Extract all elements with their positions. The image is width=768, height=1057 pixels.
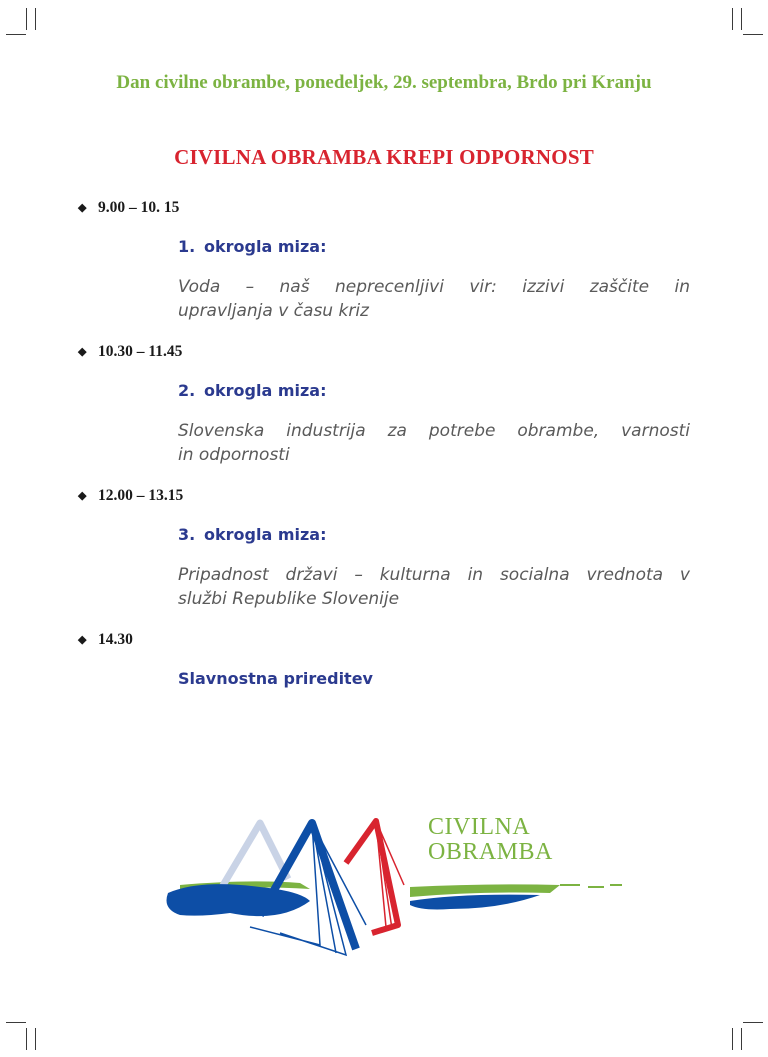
logo-brush-strokes [560, 885, 622, 887]
logo-line-1: CIVILNA [428, 814, 531, 840]
crop-mark-bottom-right-v2 [741, 1028, 742, 1050]
topic-line: službi Republike Slovenije [178, 589, 400, 609]
ceremony-heading: Slavnostna prireditev [178, 669, 373, 688]
time-label: 14.30 [98, 631, 133, 648]
panel-number: 2. [178, 381, 196, 400]
panel-heading-2 [178, 381, 326, 400]
panel-heading-3 [178, 525, 326, 544]
crop-mark-top-left-h [6, 34, 26, 35]
crop-mark-bottom-right-v [732, 1028, 733, 1050]
panel-number: 1. [178, 237, 196, 256]
crop-mark-top-left-v [26, 8, 27, 30]
time-slot-3 [78, 487, 183, 505]
crop-mark-top-right-v2 [741, 8, 742, 30]
page-title: CIVILNA OBRAMBA KREPI ODPORNOST [174, 145, 594, 169]
time-label: 12.00 – 13.15 [98, 487, 184, 504]
panel-number: 3. [178, 525, 196, 544]
diamond-bullet-icon: ◆ [78, 490, 87, 502]
logo-blue-peak [260, 823, 356, 949]
topic-line: upravljanja v času kriz [178, 301, 369, 321]
time-slot-2 [78, 343, 182, 361]
panel-topic-3 [178, 563, 690, 611]
crop-mark-top-left-v2 [35, 8, 36, 30]
topic-line: Voda – naš neprecenljivi vir: izzivi zaščite in [178, 277, 690, 297]
crop-mark-bottom-left-h [6, 1022, 26, 1023]
time-label: 10.30 – 11.45 [98, 343, 183, 360]
logo-blue-water [167, 884, 311, 916]
panel-topic-2 [178, 419, 690, 467]
logo-wordmark [428, 815, 553, 865]
event-header: Dan civilne obrambe, ponedeljek, 29. septembra, Brdo pri Kranju [116, 72, 652, 93]
panel-heading-text: okrogla miza: [204, 237, 327, 256]
diamond-bullet-icon: ◆ [78, 634, 87, 646]
time-label: 9.00 – 10. 15 [98, 199, 180, 216]
crop-mark-bottom-left-v2 [35, 1028, 36, 1050]
crop-mark-bottom-right-h [743, 1022, 763, 1023]
panel-heading-1 [178, 237, 326, 256]
topic-line: in odpornosti [178, 445, 290, 465]
crop-mark-top-right-v [732, 8, 733, 30]
panel-heading-text: okrogla miza: [204, 525, 327, 544]
panel-topic-1 [178, 275, 690, 323]
logo-blue-water-right [410, 895, 540, 910]
logo-line-2: OBRAMBA [428, 839, 553, 865]
topic-line: Pripadnost državi – kulturna in socialna vrednota v [178, 565, 690, 585]
panel-heading-text: okrogla miza: [204, 381, 327, 400]
diamond-bullet-icon: ◆ [78, 202, 87, 214]
topic-line: Slovenska industrija za potrebe obrambe, varnosti [178, 421, 690, 441]
civilna-obramba-logo [160, 805, 630, 975]
time-slot-4 [78, 631, 133, 649]
diamond-bullet-icon: ◆ [78, 346, 87, 358]
crop-mark-top-right-h [743, 34, 763, 35]
time-slot-1 [78, 199, 179, 217]
crop-mark-bottom-left-v [26, 1028, 27, 1050]
